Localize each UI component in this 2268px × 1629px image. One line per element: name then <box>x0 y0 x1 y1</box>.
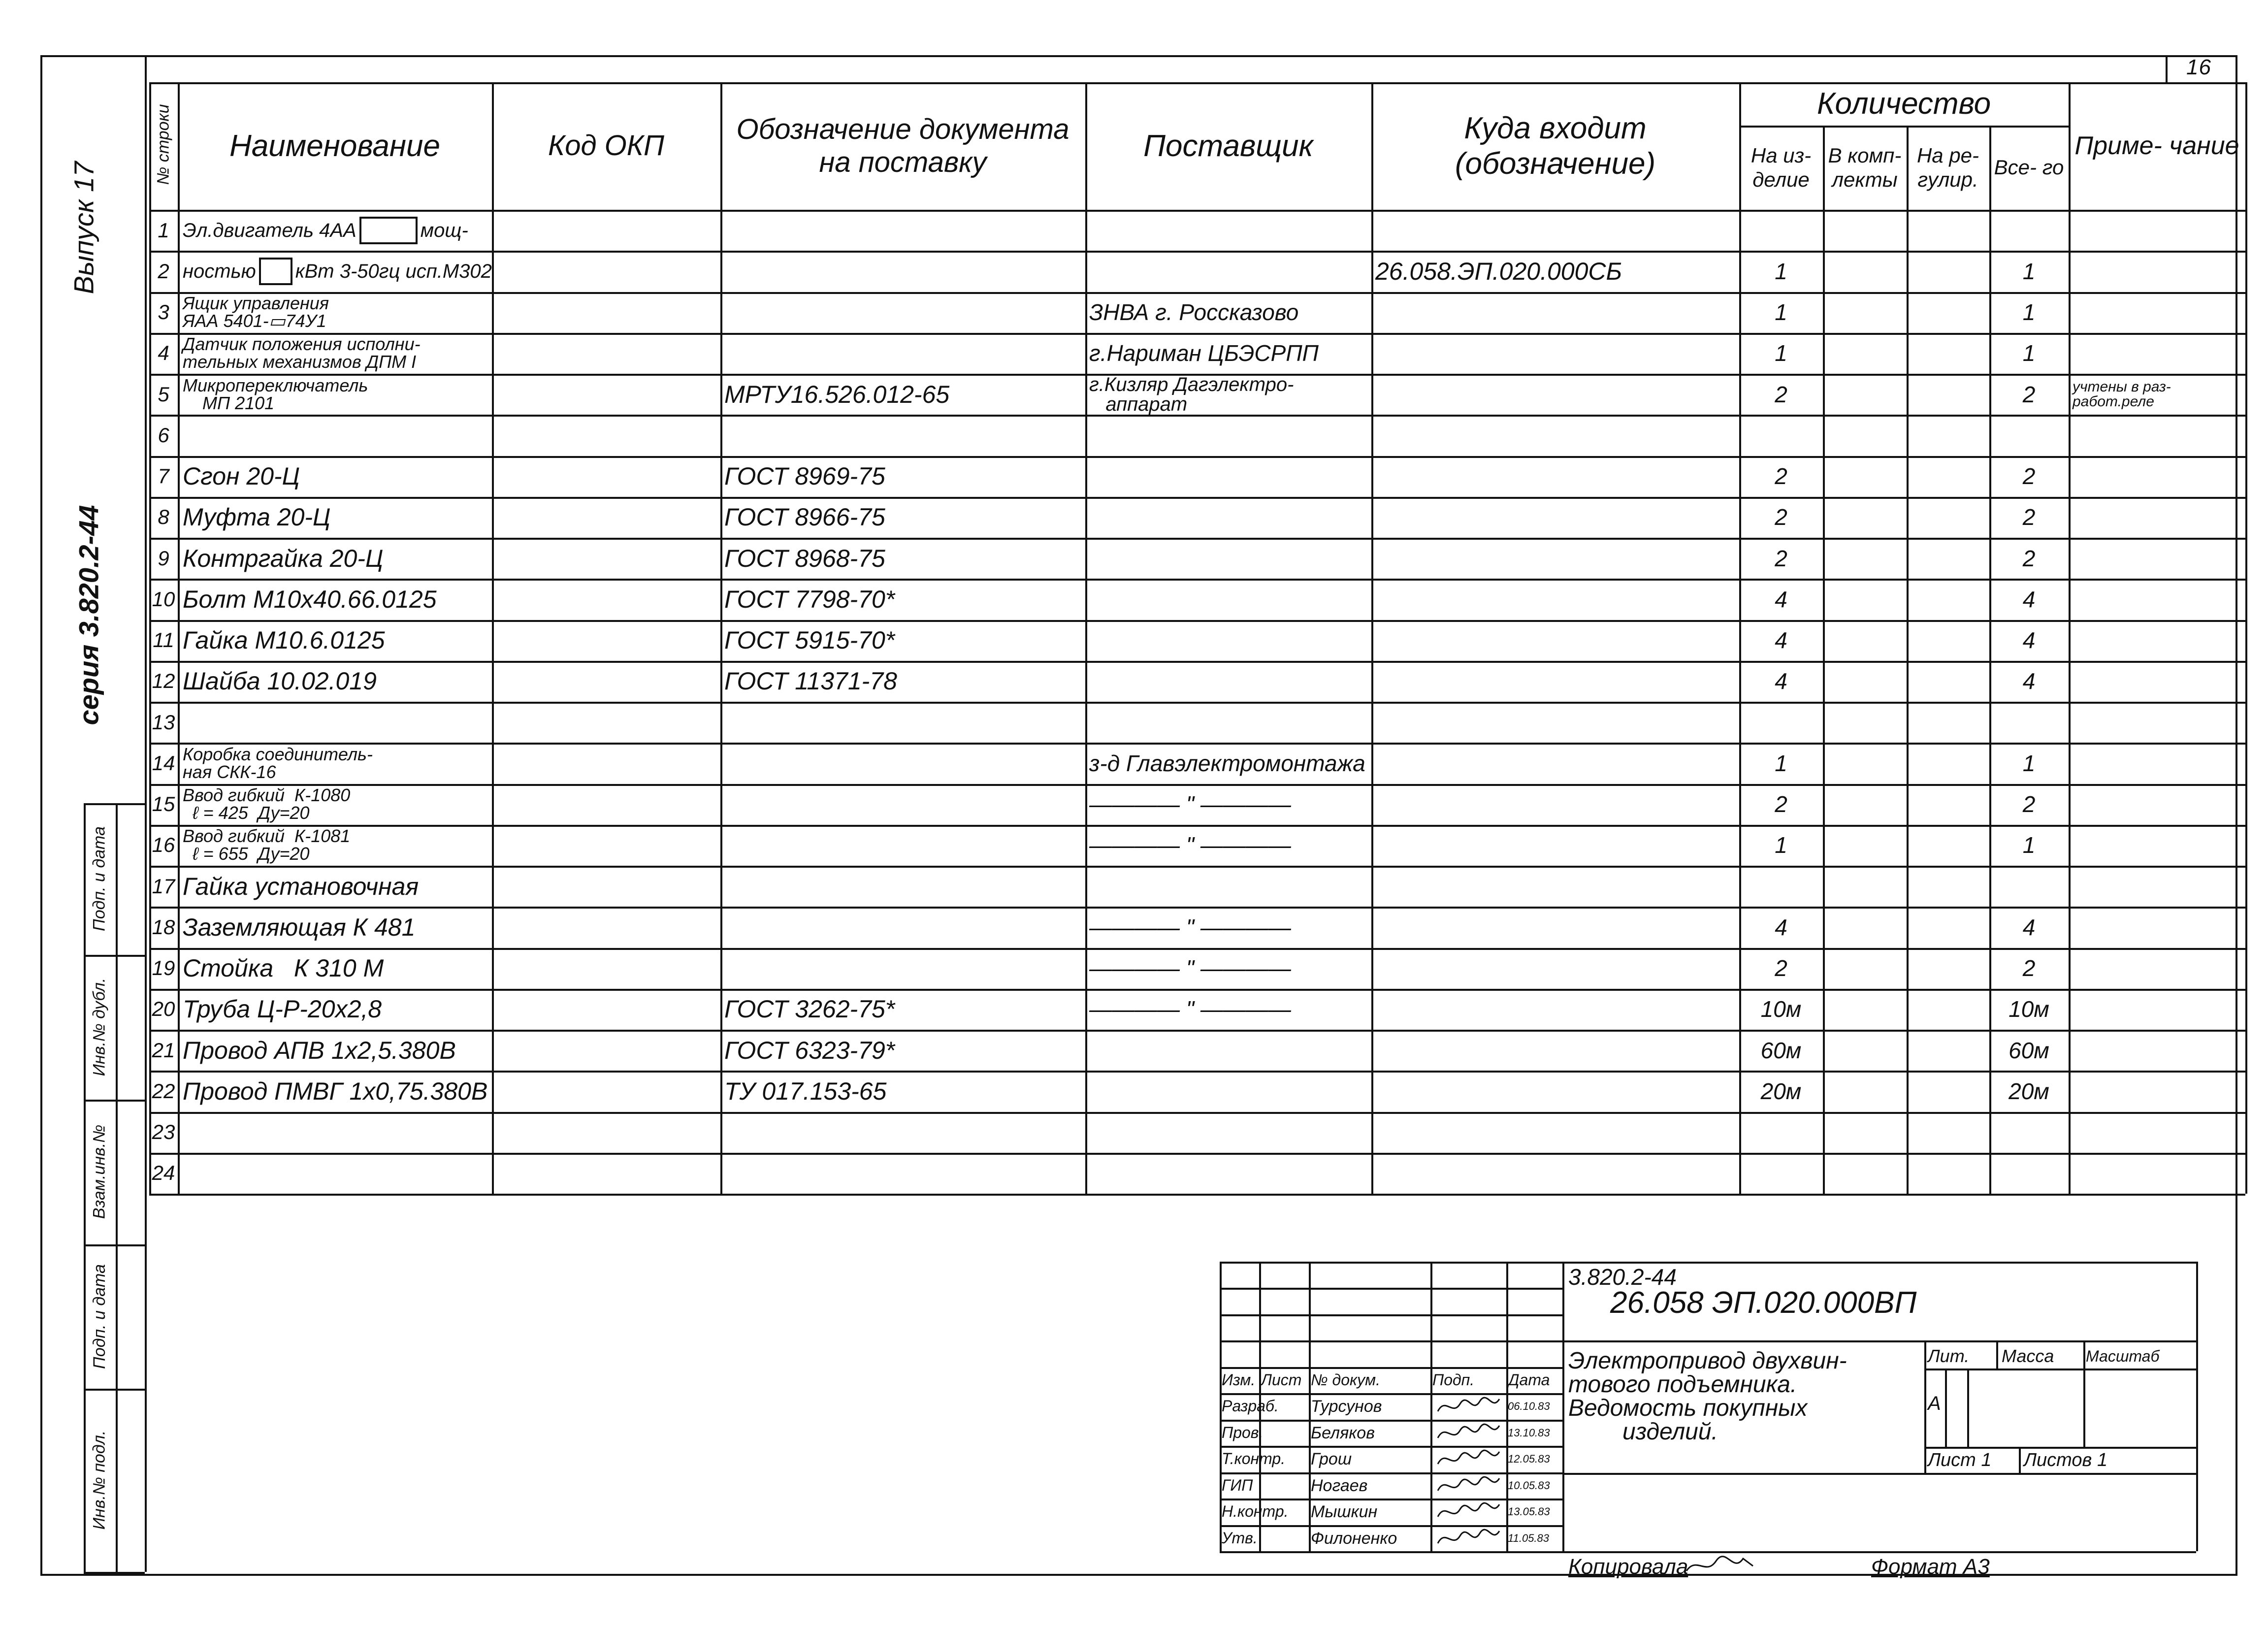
staff-date: 12.05.83 <box>1508 1453 1550 1466</box>
cell-doc: МРТУ16.526.012-65 <box>724 380 950 408</box>
column-line <box>1989 82 1991 1194</box>
grid-line <box>116 803 118 1572</box>
cell-qty-total: 1 <box>2022 340 2036 366</box>
grid-line <box>1220 1446 1562 1448</box>
row-number: 14 <box>152 751 175 775</box>
grid-line <box>1220 1551 1562 1553</box>
header-row-no: № строки <box>154 104 173 185</box>
name-line: Ящик управления <box>183 293 329 314</box>
stamp-label: Взам.инв.№ <box>90 1124 109 1219</box>
row-line <box>149 579 2245 581</box>
stamp-label: Подп. и дата <box>90 826 109 931</box>
document-title-line: тового подъемника. <box>1568 1371 1797 1398</box>
header-doc: Обозначение документа на поставку <box>736 113 1069 178</box>
row-line <box>149 1030 2245 1032</box>
strip-border <box>145 55 147 1572</box>
document-designation: 26.058 ЭП.020.000ВП <box>1610 1286 1917 1320</box>
name-line: ная СКК-16 <box>183 761 276 782</box>
copied-label: Копировала <box>1568 1555 1688 1579</box>
name-line: мощ- <box>420 219 468 241</box>
tb-col-header: № докум. <box>1311 1370 1380 1389</box>
column-line <box>2069 82 2071 1194</box>
row-line <box>149 456 2245 458</box>
name-line: Ввод гибкий К-1080 <box>183 785 351 806</box>
cell-supplier: ———— " ———— <box>1089 791 1291 817</box>
cell-qty-product: 2 <box>1775 381 1787 407</box>
mass-label: Масса <box>2002 1346 2054 1366</box>
cell-qty-total: 20м <box>2009 1078 2049 1104</box>
cell-qty-total: 4 <box>2022 627 2036 653</box>
cell-qty-total: 1 <box>2022 832 2036 858</box>
cell-qty-product: 1 <box>1775 340 1787 366</box>
name-line: ЯАА 5401-▭74У1 <box>183 311 326 331</box>
staff-role: Пров. <box>1222 1423 1264 1441</box>
column-line <box>2245 82 2247 1194</box>
grid-line <box>1220 1499 1562 1500</box>
name-line: Микропереключатель <box>183 375 368 395</box>
row-line <box>149 1153 2245 1155</box>
grid-line <box>1430 1262 1432 1551</box>
tb-col-header: Подп. <box>1432 1370 1475 1389</box>
name-line: ностью <box>183 260 256 282</box>
sheet-number: 16 <box>2186 55 2211 79</box>
row-number: 24 <box>152 1161 175 1185</box>
cell-line: учтены в раз- <box>2073 378 2171 395</box>
grid-line <box>2196 1262 2198 1551</box>
cell-line: г.Кизляр Дагэлектро- <box>1089 373 1294 395</box>
row-line <box>149 702 2245 704</box>
cell-supplier: ЗНВА г. Россказово <box>1089 299 1299 326</box>
cell-name <box>183 620 385 661</box>
cell-name <box>183 538 383 579</box>
cell-name <box>183 251 492 292</box>
grid-line <box>1220 1472 1562 1474</box>
row-number: 4 <box>158 341 169 365</box>
cell-qty-total: 4 <box>2022 914 2036 940</box>
row-line <box>149 538 2245 540</box>
format-label: Формат А3 <box>1871 1555 1990 1579</box>
side-issue: Выпуск 17 <box>68 161 99 294</box>
signature <box>1435 1473 1504 1498</box>
cell-doc: ГОСТ 7798-70* <box>724 585 895 613</box>
row-number: 11 <box>153 628 174 652</box>
name-line: Стойка К 310 М <box>183 954 384 982</box>
grid-line <box>1945 1368 1947 1447</box>
cell-qty-total: 4 <box>2022 586 2036 612</box>
cell-qty-product: 4 <box>1775 668 1787 694</box>
copier-signature <box>1684 1551 1758 1581</box>
cell-dest: 26.058.ЭП.020.000СБ <box>1375 257 1622 285</box>
name-line: Труба Ц-Р-20х2,8 <box>183 995 382 1023</box>
cell-qty-total: 1 <box>2022 299 2036 326</box>
cell-note <box>2073 374 2241 415</box>
lit-label: Лит. <box>1928 1346 1970 1366</box>
side-series: серия 3.820.2-44 <box>73 505 104 725</box>
cell-supplier: ———— " ———— <box>1089 832 1291 858</box>
cell-qty-total: 1 <box>2022 258 2036 284</box>
grid-line <box>1220 1314 1562 1316</box>
column-line <box>492 82 494 1194</box>
row-number: 5 <box>158 382 169 406</box>
cell-doc: ГОСТ 3262-75* <box>724 995 895 1023</box>
cell-qty-product: 2 <box>1775 504 1787 530</box>
grid-line <box>2083 1340 2085 1447</box>
name-line: Ввод гибкий К-1081 <box>183 826 351 847</box>
stamp-label: Инв.№ подл. <box>90 1430 109 1530</box>
name-line: Сгон 20-Ц <box>183 462 300 490</box>
row-number: 22 <box>152 1079 175 1103</box>
cell-qty-total: 2 <box>2022 545 2036 571</box>
row-number: 10 <box>152 587 175 611</box>
row-number: 7 <box>158 464 169 488</box>
series-code: 3.820.2-44 <box>1568 1264 1677 1290</box>
staff-date: 10.05.83 <box>1508 1479 1550 1492</box>
cell-doc: ГОСТ 8968-75 <box>724 544 885 572</box>
column-line <box>720 82 722 1194</box>
row-line <box>149 1112 2245 1114</box>
cell-name <box>183 743 373 783</box>
cell-name <box>183 1071 487 1111</box>
sheet-label: Лист 1 <box>1928 1450 1992 1470</box>
signature <box>1435 1499 1504 1524</box>
grid-line <box>84 803 86 1572</box>
grid-line <box>1967 1368 1969 1447</box>
cell-doc: ГОСТ 8966-75 <box>724 503 885 531</box>
name-line: Датчик положения исполни- <box>183 334 421 355</box>
name-line: Контргайка 20-Ц <box>183 544 384 572</box>
staff-name: Грош <box>1311 1450 1352 1469</box>
column-line <box>1371 82 1373 1194</box>
row-line <box>149 1194 2245 1196</box>
grid-line <box>1220 1525 1562 1527</box>
name-line: Эл.двигатель 4АА <box>183 219 356 241</box>
cell-qty-product: 2 <box>1775 545 1787 571</box>
staff-role: Н.контр. <box>1222 1502 1289 1521</box>
row-number: 17 <box>152 874 175 898</box>
column-line <box>1085 82 1087 1194</box>
grid-line <box>1220 1393 1562 1395</box>
header-qty-reg: На ре- гулир. <box>1916 144 1979 191</box>
header-code: Код ОКП <box>548 130 664 162</box>
staff-name: Мышкин <box>1311 1502 1378 1522</box>
signature <box>1435 1394 1504 1419</box>
blank-box <box>259 258 292 285</box>
name-line: тельных механизмов ДПМ I <box>183 352 417 372</box>
name-line: Гайка М10.6.0125 <box>183 626 385 654</box>
cell-supplier: г.Нариман ЦБЭСРПП <box>1089 340 1319 366</box>
row-number: 23 <box>152 1120 175 1144</box>
cell-name <box>183 497 330 538</box>
row-number: 16 <box>152 833 175 857</box>
cell-name <box>183 907 415 947</box>
cell-qty-total: 2 <box>2022 463 2036 489</box>
cell-qty-total: 2 <box>2022 504 2036 530</box>
grid-line <box>1220 1262 1562 1264</box>
name-line: Муфта 20-Ц <box>183 503 331 531</box>
column-line <box>1907 82 1909 1194</box>
cell-name <box>183 825 350 866</box>
name-line: Болт М10х40.66.0125 <box>183 585 437 613</box>
cell-name <box>183 989 382 1030</box>
document-title-line: Электропривод двухвин- <box>1568 1348 1847 1374</box>
grid-line <box>1220 1288 1562 1290</box>
column-line <box>149 82 151 1194</box>
cell-supplier: ———— " ———— <box>1089 914 1291 940</box>
staff-role: Утв. <box>1222 1529 1258 1547</box>
cell-qty-product: 1 <box>1775 258 1787 284</box>
cell-qty-total: 1 <box>2022 750 2036 776</box>
name-line: ℓ = 425 Ду=20 <box>183 803 310 823</box>
cell-supplier: з-д Главэлектромонтажа <box>1089 750 1365 776</box>
header-qty: Количество <box>1816 87 1991 121</box>
grid-line <box>1996 1340 1998 1368</box>
blank-box <box>359 217 418 244</box>
cell-name <box>183 784 350 825</box>
row-line <box>149 620 2245 622</box>
name-line: Коробка соединитель- <box>183 744 373 764</box>
signature <box>1435 1421 1504 1445</box>
cell-name <box>183 661 377 702</box>
header-name: Наименование <box>229 129 440 163</box>
row-number: 1 <box>158 218 169 242</box>
cell-name <box>183 374 368 415</box>
signature <box>1435 1447 1504 1471</box>
row-number: 9 <box>158 546 169 570</box>
cell-name <box>183 1030 456 1071</box>
cell-name <box>183 333 421 374</box>
cell-doc: ТУ 017.153-65 <box>724 1077 887 1105</box>
row-number: 15 <box>152 792 175 816</box>
cell-qty-total: 2 <box>2022 955 2036 981</box>
cell-name <box>183 210 468 251</box>
cell-doc: ГОСТ 11371-78 <box>724 667 897 695</box>
name-line: Шайба 10.02.019 <box>183 667 377 695</box>
row-number: 19 <box>152 956 175 980</box>
cell-name <box>183 579 437 619</box>
staff-name: Турсунов <box>1311 1397 1382 1416</box>
row-number: 18 <box>152 915 175 939</box>
name-line: Провод АПВ 1х2,5.380В <box>183 1036 456 1064</box>
staff-date: 11.05.83 <box>1508 1531 1550 1544</box>
row-number: 21 <box>152 1038 175 1062</box>
header-qty-kits: В комп- лекты <box>1828 144 1902 191</box>
stamp-label: Инв.№ дубл. <box>90 977 109 1076</box>
cell-qty-product: 2 <box>1775 463 1787 489</box>
cell-name <box>183 292 329 333</box>
staff-name: Филоненко <box>1311 1529 1397 1548</box>
cell-qty-total: 2 <box>2022 381 2036 407</box>
cell-line: аппарат <box>1089 393 1188 415</box>
header-qty-total: Все- го <box>1994 156 2064 179</box>
grid-line <box>2019 1447 2021 1473</box>
row-number: 13 <box>152 710 175 734</box>
staff-name: Беляков <box>1311 1423 1375 1442</box>
staff-date: 06.10.83 <box>1508 1400 1550 1413</box>
name-line: МП 2101 <box>183 392 275 413</box>
header-dest: Куда входит (обозначение) <box>1455 111 1656 181</box>
row-number: 20 <box>152 997 175 1021</box>
cell-line: работ.реле <box>2073 393 2154 410</box>
staff-role: ГИП <box>1222 1476 1253 1494</box>
stamp-label: Подп. и дата <box>90 1264 109 1369</box>
cell-qty-total: 4 <box>2022 668 2036 694</box>
name-line-group <box>183 258 492 285</box>
staff-name: Ногаев <box>1311 1476 1368 1495</box>
grid-line <box>1562 1262 1564 1551</box>
staff-role: Разраб. <box>1222 1397 1279 1415</box>
name-line: ℓ = 655 Ду=20 <box>183 844 310 864</box>
name-line: кВт 3-50гц исп.М302 <box>295 260 492 282</box>
row-number: 8 <box>158 505 169 529</box>
cell-doc: ГОСТ 8969-75 <box>724 462 885 490</box>
staff-role: Т.контр. <box>1222 1450 1286 1468</box>
row-number: 3 <box>158 300 169 324</box>
cell-name <box>183 456 300 497</box>
row-number: 2 <box>158 259 169 283</box>
cell-name <box>183 866 419 907</box>
cell-qty-product: 20м <box>1760 1078 1802 1104</box>
staff-date: 13.05.83 <box>1508 1505 1550 1518</box>
row-line <box>149 866 2245 868</box>
header-note: Приме- чание <box>2074 131 2239 160</box>
column-line <box>178 82 180 1194</box>
cell-qty-total: 10м <box>2009 996 2049 1022</box>
tb-line <box>1562 1340 2196 1342</box>
name-line: Провод ПМВГ 1х0,75.380В <box>183 1077 488 1105</box>
cell-qty-total: 2 <box>2022 791 2036 817</box>
tb-col-header: Лист <box>1261 1370 1302 1389</box>
column-line <box>1739 82 1741 1194</box>
cell-doc: ГОСТ 5915-70* <box>724 626 895 654</box>
grid-line <box>84 1572 145 1574</box>
cell-doc: ГОСТ 6323-79* <box>724 1036 895 1064</box>
cell-qty-product: 4 <box>1775 914 1787 940</box>
cell-supplier: ———— " ———— <box>1089 955 1291 981</box>
cell-qty-product: 60м <box>1760 1037 1802 1063</box>
cell-qty-product: 1 <box>1775 750 1787 776</box>
tb-line <box>1924 1368 2196 1370</box>
cell-qty-product: 4 <box>1775 627 1787 653</box>
cell-qty-product: 10м <box>1760 996 1802 1022</box>
grid-line <box>1924 1340 1926 1473</box>
cell-qty-product: 1 <box>1775 832 1787 858</box>
lit-value: А <box>1928 1393 1941 1414</box>
row-number: 6 <box>158 423 169 447</box>
tb-line <box>1924 1447 2196 1449</box>
signature <box>1435 1526 1504 1551</box>
row-line <box>149 415 2245 417</box>
row-line <box>149 661 2245 663</box>
column-line <box>1823 82 1825 1194</box>
cell-supplier <box>1089 374 1367 415</box>
grid-line <box>1220 1420 1562 1422</box>
cell-qty-product: 1 <box>1775 299 1787 326</box>
tb-col-header: Изм. <box>1222 1370 1256 1389</box>
name-line: Заземляющая К 481 <box>183 913 416 941</box>
cell-qty-product: 4 <box>1775 586 1787 612</box>
staff-date: 13.10.83 <box>1508 1426 1550 1439</box>
document-title-line: изделий. <box>1622 1419 1718 1445</box>
tb-col-header: Дата <box>1508 1370 1550 1389</box>
grid-line <box>1220 1367 1562 1369</box>
name-line-group <box>183 217 468 244</box>
document-title-line: Ведомость покупных <box>1568 1395 1808 1421</box>
cell-qty-product: 2 <box>1775 955 1787 981</box>
cell-name <box>183 948 384 989</box>
cell-qty-product: 2 <box>1775 791 1787 817</box>
row-line <box>149 497 2245 499</box>
header-supplier: Поставщик <box>1143 129 1313 163</box>
tb-line <box>1562 1473 2196 1475</box>
name-line: Гайка установочная <box>183 872 419 900</box>
scale-label: Масштаб <box>2086 1347 2160 1365</box>
grid-line <box>1220 1340 1562 1342</box>
cell-qty-total: 60м <box>2009 1037 2049 1063</box>
header-qty-product: На из- делие <box>1750 144 1812 191</box>
sheets-label: Листов 1 <box>2024 1450 2108 1470</box>
row-number: 12 <box>152 669 175 693</box>
cell-supplier: ———— " ———— <box>1089 996 1291 1022</box>
